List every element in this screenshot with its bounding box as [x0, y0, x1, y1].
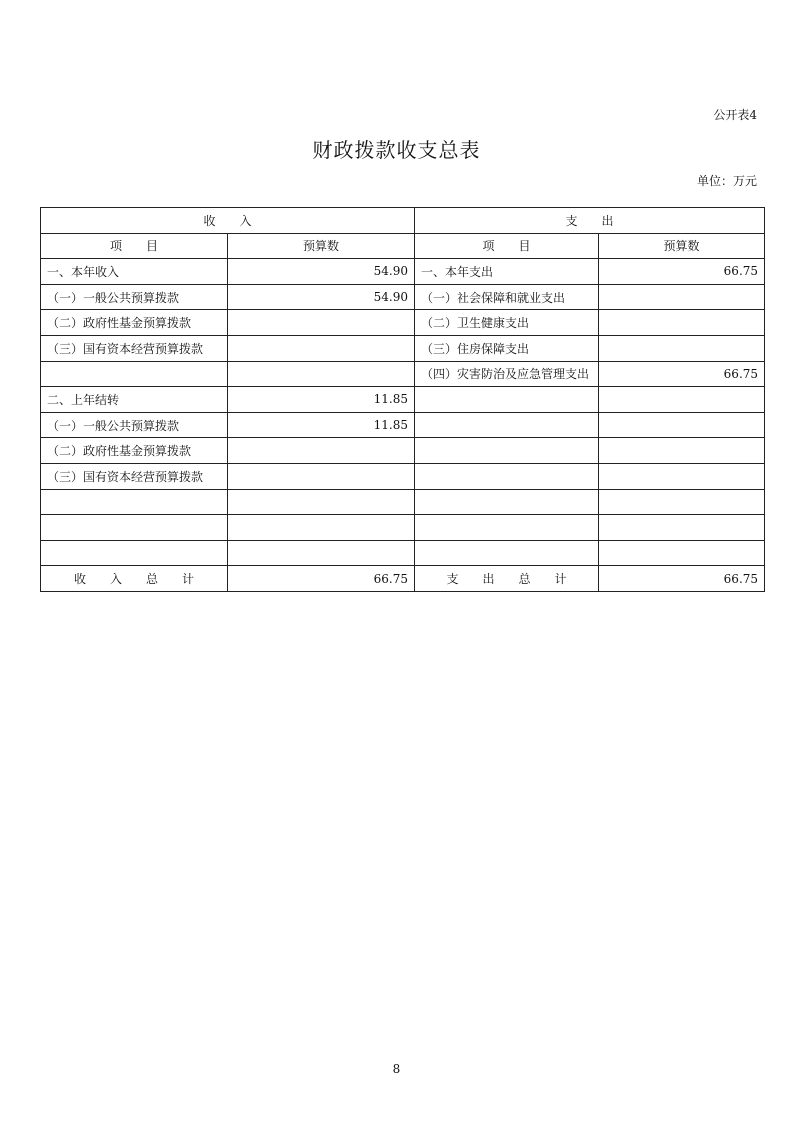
expense-item-cell: 一、本年支出 — [415, 259, 599, 285]
table-row — [41, 540, 765, 566]
income-header: 收 入 — [41, 208, 415, 234]
table-row — [41, 361, 765, 387]
expense-value-cell — [599, 515, 765, 541]
income-item-cell: 二、上年结转 — [41, 387, 228, 413]
table-row — [41, 515, 765, 541]
table-row — [41, 387, 765, 413]
expense-item-header: 项 目 — [415, 233, 599, 259]
header-row-columns — [41, 233, 765, 259]
expense-item-cell: （一）社会保障和就业支出 — [415, 284, 599, 310]
income-item-header: 项 目 — [41, 233, 228, 259]
expense-value-cell — [599, 438, 765, 464]
page-number: 8 — [392, 1062, 401, 1076]
income-value-cell — [228, 335, 415, 361]
expense-item-cell — [415, 540, 599, 566]
table-row — [41, 438, 765, 464]
expense-item-cell — [415, 387, 599, 413]
expense-total-value: 66.75 — [599, 566, 765, 592]
income-value-cell: 11.85 — [228, 412, 415, 438]
expense-value-cell — [599, 335, 765, 361]
income-item-cell — [41, 540, 228, 566]
expense-value-cell — [599, 489, 765, 515]
table-row — [41, 284, 765, 310]
income-value-cell — [228, 438, 415, 464]
expense-item-cell — [415, 412, 599, 438]
form-id: 公开表4 — [713, 108, 757, 122]
expense-item-cell — [415, 489, 599, 515]
expense-item-cell — [415, 463, 599, 489]
table-row — [41, 412, 765, 438]
income-item-cell — [41, 489, 228, 515]
income-total-label: 收 入 总 计 — [41, 566, 228, 592]
unit-label: 单位：万元 — [696, 174, 757, 188]
total-row — [41, 566, 765, 592]
expense-item-cell: （四）灾害防治及应急管理支出 — [415, 361, 599, 387]
expense-item-cell — [415, 515, 599, 541]
expense-header: 支 出 — [415, 208, 765, 234]
income-item-cell: （二）政府性基金预算拨款 — [41, 310, 228, 336]
expense-value-cell — [599, 284, 765, 310]
income-total-value: 66.75 — [228, 566, 415, 592]
expense-value-cell — [599, 463, 765, 489]
income-item-cell: （一）一般公共预算拨款 — [41, 284, 228, 310]
table-row — [41, 463, 765, 489]
income-item-cell — [41, 361, 228, 387]
income-item-cell: 一、本年收入 — [41, 259, 228, 285]
table-row — [41, 489, 765, 515]
budget-table — [40, 207, 765, 592]
income-item-cell: （一）一般公共预算拨款 — [41, 412, 228, 438]
income-item-cell: （三）国有资本经营预算拨款 — [41, 335, 228, 361]
income-item-cell: （三）国有资本经营预算拨款 — [41, 463, 228, 489]
expense-item-cell: （二）卫生健康支出 — [415, 310, 599, 336]
table-row — [41, 259, 765, 285]
page-title: 财政拨款收支总表 — [312, 138, 481, 162]
expense-item-cell: （三）住房保障支出 — [415, 335, 599, 361]
expense-item-cell — [415, 438, 599, 464]
table-row — [41, 335, 765, 361]
income-value-cell — [228, 515, 415, 541]
income-value-cell — [228, 361, 415, 387]
header-row-sections — [41, 208, 765, 234]
expense-value-cell — [599, 387, 765, 413]
income-budget-header: 预算数 — [228, 233, 415, 259]
expense-total-label: 支 出 总 计 — [415, 566, 599, 592]
expense-value-cell: 66.75 — [599, 361, 765, 387]
income-value-cell: 54.90 — [228, 284, 415, 310]
income-value-cell — [228, 310, 415, 336]
income-value-cell — [228, 540, 415, 566]
expense-budget-header: 预算数 — [599, 233, 765, 259]
expense-value-cell — [599, 540, 765, 566]
income-item-cell: （二）政府性基金预算拨款 — [41, 438, 228, 464]
expense-value-cell — [599, 412, 765, 438]
income-item-cell — [41, 515, 228, 541]
expense-value-cell: 66.75 — [599, 259, 765, 285]
table-row — [41, 310, 765, 336]
income-value-cell: 54.90 — [228, 259, 415, 285]
income-value-cell: 11.85 — [228, 387, 415, 413]
income-value-cell — [228, 463, 415, 489]
income-value-cell — [228, 489, 415, 515]
expense-value-cell — [599, 310, 765, 336]
